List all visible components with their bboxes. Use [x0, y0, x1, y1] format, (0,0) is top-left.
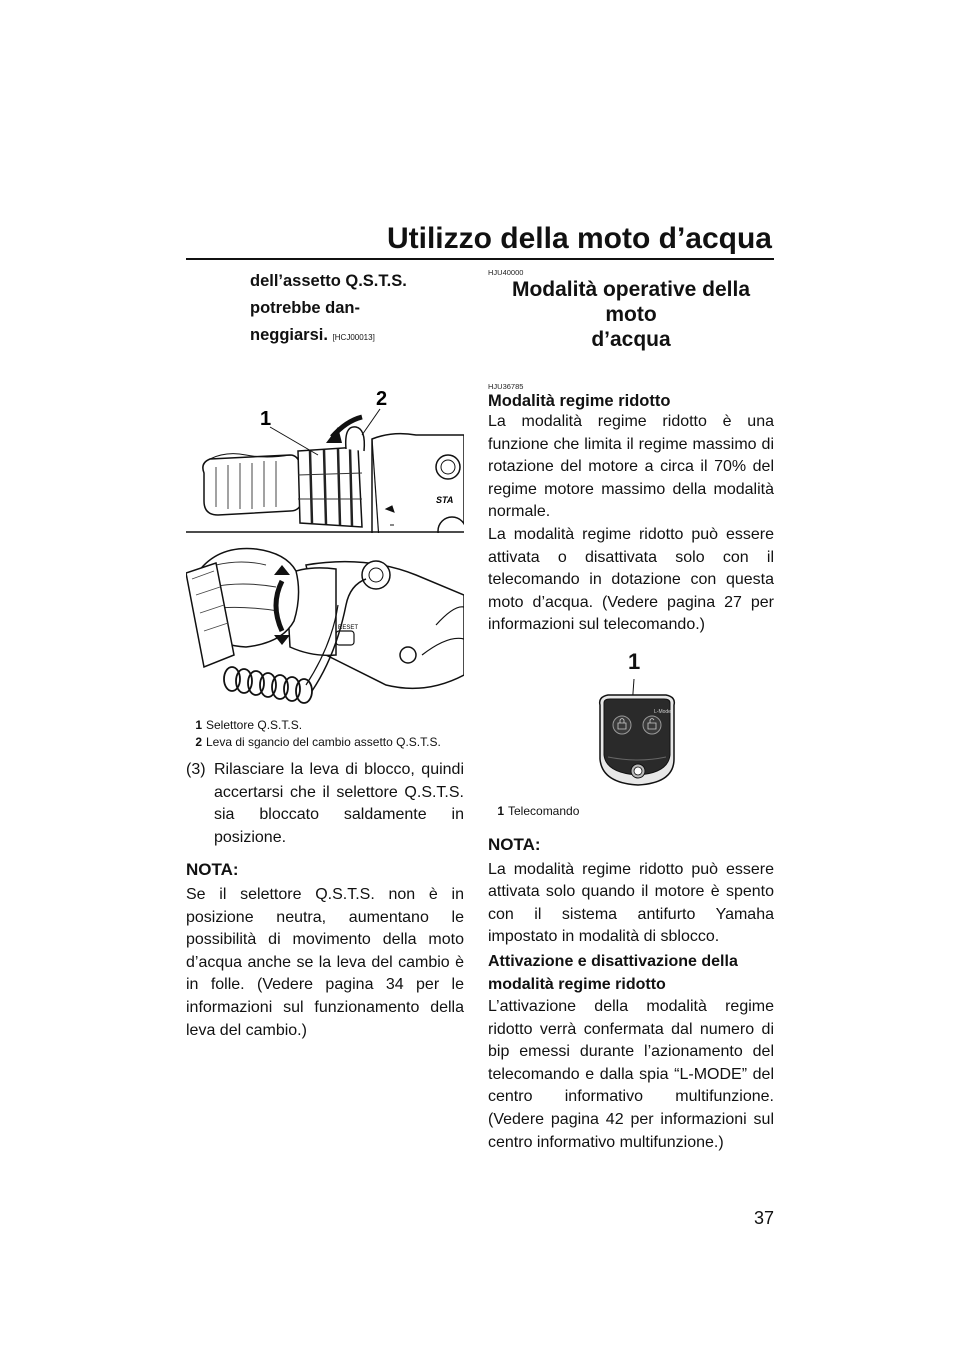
- caption-2-num: 2: [195, 735, 202, 749]
- section-code: HJU40000: [488, 268, 524, 277]
- caption-1-text: Selettore Q.S.T.S.: [206, 718, 303, 732]
- warning-line-2-text: neggiarsi.: [250, 326, 328, 344]
- activation-heading: Attivazione e disattivazione della modalità regime ridotto: [488, 952, 738, 993]
- figure-qsts-selector: [186, 355, 464, 533]
- subsection-code: HJU36785: [488, 382, 524, 391]
- right-column: [488, 268, 774, 1154]
- warning-code: [HCJ00013]: [332, 333, 375, 342]
- caption-telecomando: [488, 803, 774, 820]
- figure-captions: [186, 717, 464, 751]
- nota-text-right: La modalità regime ridotto può essere attivata solo quando il motore è spento con il sistema antifurto Yamaha impostato in modalità di sblocco.: [488, 860, 774, 946]
- figure3-label-1: 1: [628, 648, 641, 674]
- section-title: [488, 277, 774, 352]
- figure-remote-control: [488, 648, 774, 797]
- step-3-number: (3): [186, 761, 206, 778]
- caption-3-text: Telecomando: [508, 803, 580, 818]
- paragraph-1: La modalità regime ridotto è una funzione che limita il regime massimo di rotazione del motore a circa il 70% del regime motore massimo della modalità normale.: [488, 413, 774, 521]
- warning-line-1: dell’assetto Q.S.T.S. potrebbe dan-: [250, 272, 407, 317]
- section-title-line-2: d’acqua: [591, 328, 671, 351]
- nota-text-left: Se il selettore Q.S.T.S. non è in posizione neutra, aumentano le possibilità di movimento della moto d’acqua anche se la leva del cambio è in folle. (Vedere pagina 34 per le informazioni sul funzionamento della leva del cambio.): [186, 885, 464, 1039]
- figure2-reset-label: RESET: [338, 625, 359, 631]
- caption-2-text: Leva di sgancio del cambio assetto Q.S.T.S.: [206, 735, 441, 749]
- page-header-title: Utilizzo della moto d’acqua: [386, 222, 772, 255]
- page-number: 37: [753, 1208, 774, 1228]
- paragraph-2: La modalità regime ridotto può essere attivata o disattivata solo con il telecomando in dotazione con questa moto d’acqua. (Vedere pagina 27 per informazioni sul telecomando.): [488, 525, 774, 634]
- nota-heading-left: NOTA:: [186, 860, 239, 880]
- caption-1-num: 1: [195, 718, 202, 732]
- figure1-label-sta: STA: [436, 495, 454, 505]
- figure-hand-on-grip: [186, 535, 464, 715]
- caption-3-num: 1: [497, 803, 504, 818]
- figure3-lmode-label: L-Mode: [654, 708, 671, 715]
- left-column: [186, 268, 464, 1042]
- subsection-title: Modalità regime ridotto: [488, 392, 671, 410]
- hand-grip-lanyard-illustration: [186, 535, 464, 715]
- figure1-label-1: 1: [260, 408, 272, 430]
- warning-continuation: [186, 268, 464, 351]
- paragraph-3: L’attivazione della modalità regime ridotto verrà confermata dal numero di bip emessi durante l’azionamento del telecomando e dalla spia “L-MODE” del centro informativo multifunzione. (Vedere pagina 42 per informazioni sul centro informativo multifunzione.): [488, 998, 774, 1151]
- handlebar-grip-illustration: [186, 355, 464, 533]
- warning-line-2: [250, 322, 464, 351]
- step-3-text: Rilasciare la leva di blocco, quindi accertarsi che il selettore Q.S.T.S. sia bloccato saldamente in posizione.: [214, 761, 464, 846]
- header-rule: [186, 258, 774, 260]
- caption-2: [186, 734, 464, 751]
- nota-heading-right: NOTA:: [488, 834, 541, 854]
- caption-1: [186, 717, 464, 734]
- figure1-label-2: 2: [376, 388, 388, 410]
- step-3: [186, 759, 464, 849]
- section-title-line-1: Modalità operative della moto: [511, 278, 751, 326]
